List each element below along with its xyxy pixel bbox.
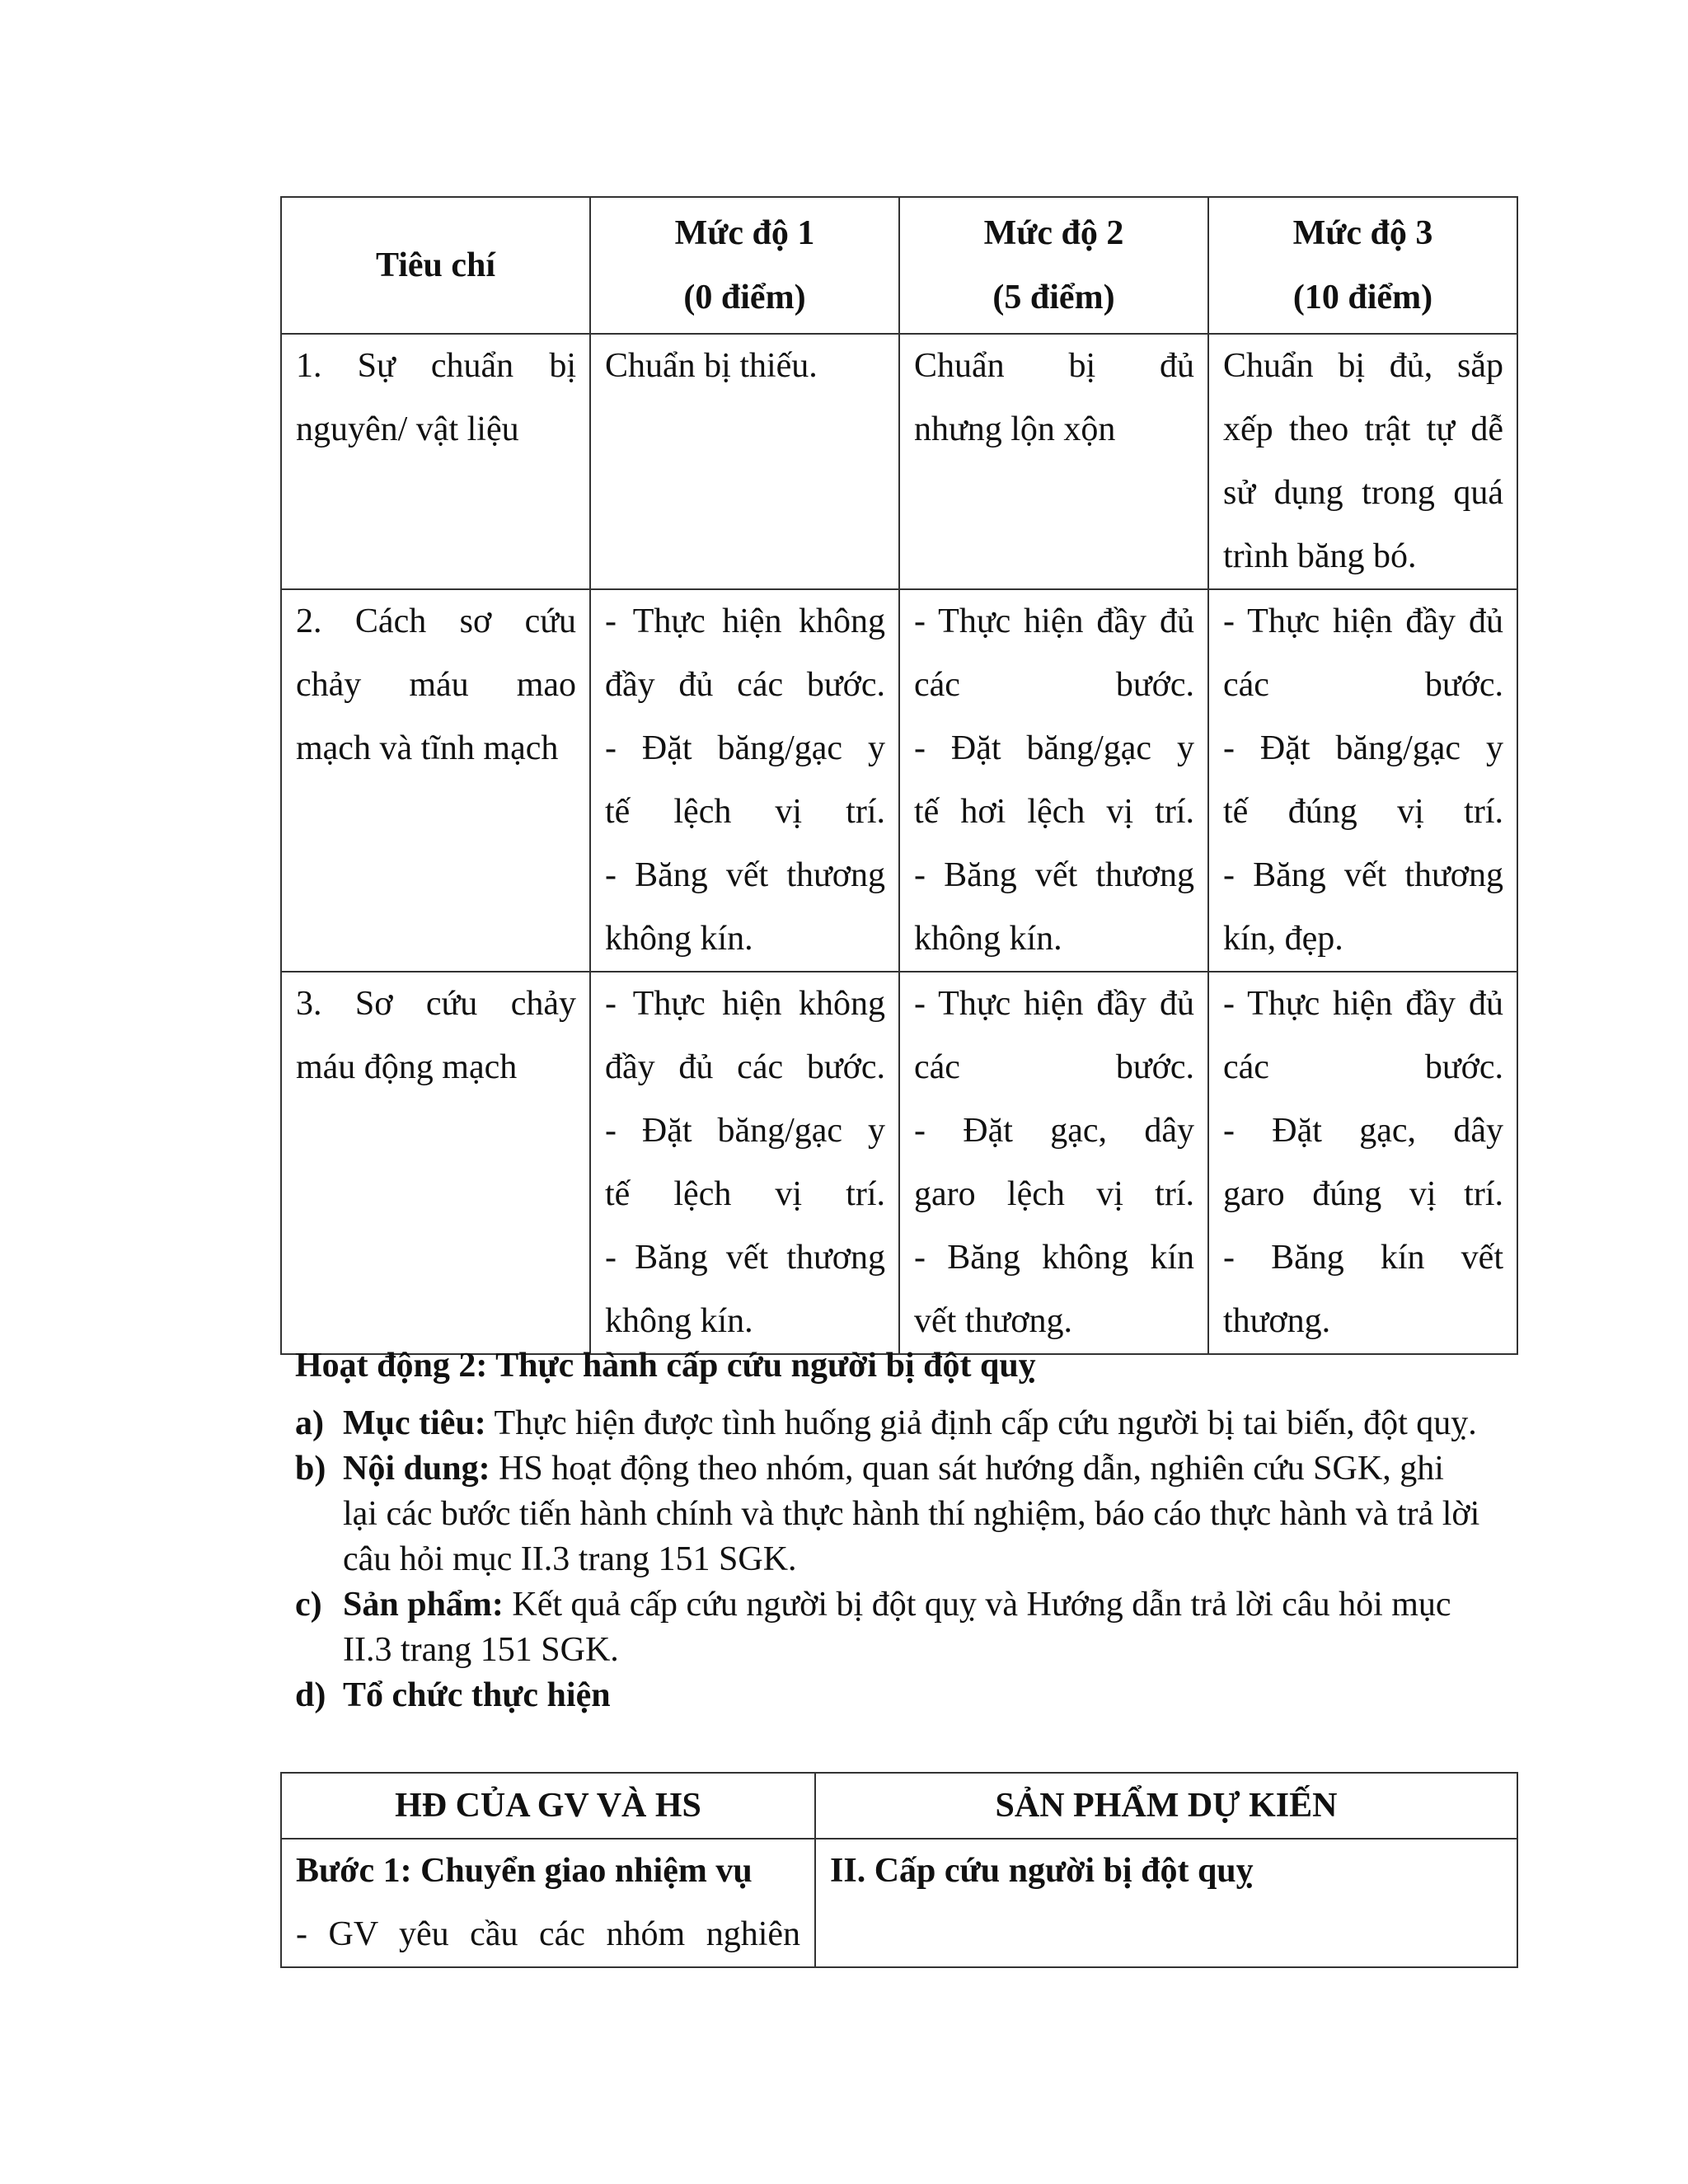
item-marker: d): [295, 1676, 326, 1714]
cell-line: - Băng vết thương: [605, 856, 885, 894]
cell-line: 1. Sự chuẩn bị: [296, 347, 576, 385]
cell-line: - Thực hiện đầy đủ: [914, 985, 1194, 1023]
activity-item-objective: [295, 1401, 1482, 1446]
cell-line: - Thực hiện đầy đủ: [1223, 602, 1503, 640]
cell-line: vết thương.: [914, 1302, 1072, 1340]
cell-line: - Thực hiện đầy đủ: [1223, 985, 1503, 1023]
cell-line: - Thực hiện đầy đủ: [914, 602, 1194, 640]
activity-item-content: [295, 1446, 1482, 1582]
activity-table-header: [281, 1773, 1517, 1839]
rubric-cell-criteria: [281, 334, 590, 589]
rubric-cell-level3: [1208, 589, 1517, 972]
cell-line: trình băng bó.: [1223, 537, 1417, 575]
rubric-cell-level2: [899, 972, 1208, 1354]
item-marker: b): [295, 1450, 326, 1488]
cell-line: các bước.: [914, 666, 1194, 704]
item-key: Mục tiêu:: [343, 1404, 486, 1442]
cell-line: đầy đủ các bước.: [605, 1048, 885, 1086]
header-level-3-name: Mức độ 3: [1292, 214, 1433, 252]
cell-line: các bước.: [1223, 1048, 1503, 1086]
cell-line: tế đúng vị trí.: [1223, 793, 1503, 831]
cell-line: tế hơi lệch vị trí.: [914, 793, 1194, 831]
header-teacher-student: HĐ CỦA GV VÀ HS: [281, 1773, 815, 1839]
cell-line: garo lệch vị trí.: [914, 1175, 1194, 1213]
rubric-table: [280, 196, 1518, 1355]
rubric-cell-level2: [899, 589, 1208, 972]
header-level-2-name: Mức độ 2: [983, 214, 1124, 252]
cell-line: máu động mạch: [296, 1048, 518, 1086]
cell-line: Chuẩn bị đủ: [914, 347, 1194, 385]
activity-table: [280, 1772, 1518, 1968]
header-level-1-name: Mức độ 1: [674, 214, 815, 252]
item-marker: c): [295, 1586, 322, 1624]
rubric-cell-criteria: [281, 589, 590, 972]
item-text: Thực hiện được tình huống giả định cấp cứu người bị tai biến, đột quỵ.: [485, 1404, 1477, 1442]
cell-line: tế lệch vị trí.: [605, 793, 885, 831]
header-level-1: [590, 197, 899, 334]
cell-line: chảy máu mao: [296, 666, 576, 704]
cell-line: không kín.: [914, 920, 1062, 958]
rubric-header-row: [281, 197, 1517, 334]
rubric-cell-level1: [590, 334, 899, 589]
item-key: Sản phẩm:: [343, 1586, 504, 1624]
rubric-row: [281, 589, 1517, 972]
cell-line: - Thực hiện không: [605, 602, 885, 640]
cell-line: các bước.: [1223, 666, 1503, 704]
cell-line: kín, đẹp.: [1223, 920, 1343, 958]
item-key: Nội dung:: [343, 1450, 490, 1488]
activity-item-organization: [295, 1673, 1482, 1718]
cell-line: 3. Sơ cứu chảy: [296, 985, 576, 1023]
cell-line: - Đặt gạc, dây: [914, 1112, 1194, 1150]
cell-line: không kín.: [605, 1302, 753, 1340]
header-level-1-points: (0 điểm): [683, 279, 806, 316]
header-level-3: [1208, 197, 1517, 334]
item-marker: a): [295, 1404, 324, 1442]
header-expected-product: SẢN PHẨM DỰ KIẾN: [815, 1773, 1517, 1839]
cell-line: - Băng vết thương: [1223, 856, 1503, 894]
header-level-3-points: (10 điểm): [1292, 279, 1433, 316]
rubric-row: [281, 334, 1517, 589]
step-text: - GV yêu cầu các nhóm nghiên: [296, 1915, 800, 1953]
cell-line: - Băng vết thương: [914, 856, 1194, 894]
cell-line: - Đặt băng/gạc y: [1223, 729, 1503, 767]
rubric-row: [281, 972, 1517, 1354]
cell-line: - Đặt gạc, dây: [1223, 1112, 1503, 1150]
cell-line: không kín.: [605, 920, 753, 958]
cell-line: 2. Cách sơ cứu: [296, 602, 576, 640]
item-text: Kết quả cấp cứu người bị đột quỵ và Hướng dẫn trả lời câu hỏi mục II.3 trang 151 SGK.: [343, 1586, 1451, 1669]
cell-teacher-student: [281, 1839, 815, 1967]
rubric-cell-level2: [899, 334, 1208, 589]
activity-table-row: [281, 1839, 1517, 1967]
activity-item-product: [295, 1582, 1482, 1673]
cell-line: xếp theo trật tự dễ: [1223, 410, 1503, 448]
cell-line: tế lệch vị trí.: [605, 1175, 885, 1213]
product-heading: II. Cấp cứu người bị đột quỵ: [830, 1852, 1254, 1890]
cell-line: Chuẩn bị đủ, sắp: [1223, 347, 1503, 385]
rubric-cell-level3: [1208, 334, 1517, 589]
cell-expected-product: [815, 1839, 1517, 1967]
cell-line: đầy đủ các bước.: [605, 666, 885, 704]
activity-items: [295, 1401, 1482, 1718]
cell-line: nguyên/ vật liệu: [296, 410, 519, 448]
cell-line: - Thực hiện không: [605, 985, 885, 1023]
cell-line: - Băng kín vết: [1223, 1239, 1503, 1277]
cell-line: Chuẩn bị thiếu.: [605, 347, 818, 385]
header-criteria: Tiêu chí: [281, 197, 590, 334]
step-title: Bước 1: Chuyển giao nhiệm vụ: [296, 1852, 753, 1890]
cell-line: - Đặt băng/gạc y: [605, 1112, 885, 1150]
cell-line: các bước.: [914, 1048, 1194, 1086]
cell-line: thương.: [1223, 1302, 1331, 1340]
cell-line: - Đặt băng/gạc y: [914, 729, 1194, 767]
cell-line: mạch và tĩnh mạch: [296, 729, 559, 767]
cell-line: garo đúng vị trí.: [1223, 1175, 1503, 1213]
header-level-2: [899, 197, 1208, 334]
cell-line: - Đặt băng/gạc y: [605, 729, 885, 767]
cell-line: - Băng vết thương: [605, 1239, 885, 1277]
rubric-cell-level1: [590, 589, 899, 972]
cell-line: sử dụng trong quá: [1223, 474, 1503, 512]
rubric-cell-criteria: [281, 972, 590, 1354]
header-level-2-points: (5 điểm): [992, 279, 1115, 316]
cell-line: nhưng lộn xộn: [914, 410, 1116, 448]
rubric-cell-level1: [590, 972, 899, 1354]
item-text: HS hoạt động theo nhóm, quan sát hướng dẫn, nghiên cứu SGK, ghi lại các bước tiến hành chính và thực hành thí nghiệm, báo cáo thực hành và trả lời câu hỏi mục II.3 trang 151 SGK.: [343, 1450, 1480, 1578]
activity-title: Hoạt động 2: Thực hành cấp cứu người bị đột quỵ: [295, 1347, 1036, 1385]
rubric-cell-level3: [1208, 972, 1517, 1354]
cell-line: - Băng không kín: [914, 1239, 1194, 1277]
item-key: Tổ chức thực hiện: [343, 1676, 611, 1714]
